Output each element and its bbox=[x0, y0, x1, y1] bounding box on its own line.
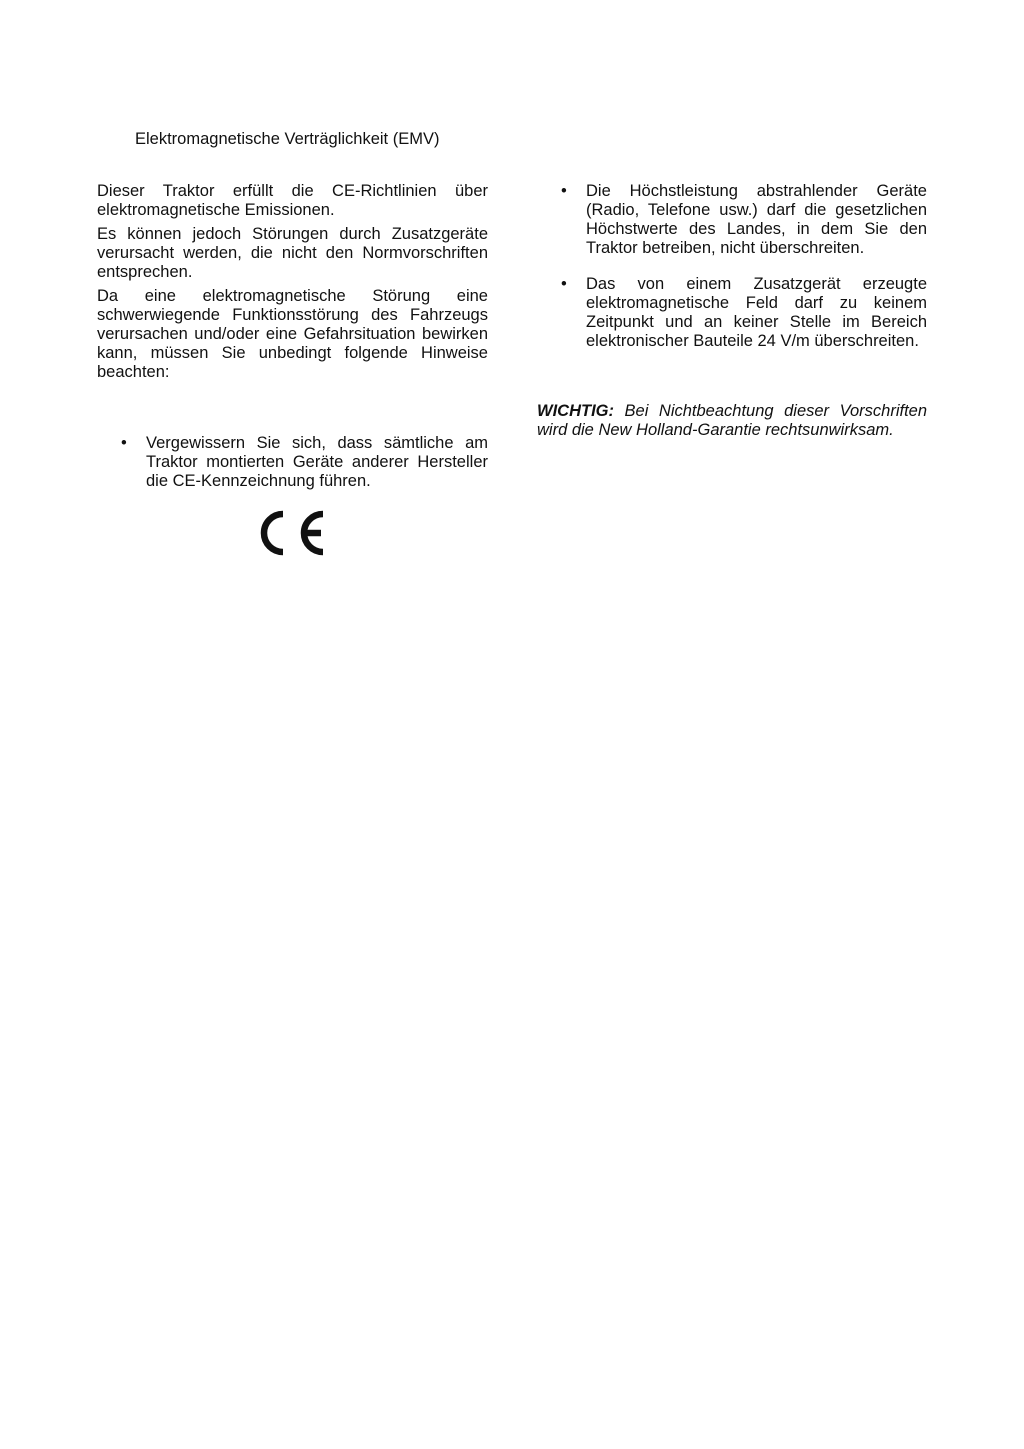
bullet-text: Das von einem Zusatzgerät erzeugte elektromagnetische Feld darf zu keinem Zeitpunkt und an keiner Stelle im Bereich elektronischer Bauteile 24 V/m überschreiten. bbox=[586, 275, 927, 350]
warning-text: Bei Nichtbeachtung dieser Vorschriften wird die New Holland-Garantie rechtsunwirksam. bbox=[537, 402, 928, 439]
warning-note bbox=[537, 402, 927, 440]
bullet-item-ce-marking bbox=[97, 434, 488, 491]
ce-mark-logo bbox=[259, 510, 327, 556]
bullet-icon: • bbox=[561, 182, 567, 200]
bullet-icon: • bbox=[561, 275, 567, 293]
bullet-text: Die Höchstleistung abstrahlender Geräte (Radio, Telefone usw.) darf die gesetzlichen Höchstwerte des Landes, in dem Sie den Traktor betreiben, nicht überschreiten. bbox=[586, 182, 927, 257]
warning-label: WICHTIG: bbox=[537, 402, 614, 420]
right-column bbox=[537, 182, 927, 457]
bullet-item-field-limit bbox=[537, 275, 927, 351]
left-column bbox=[97, 182, 488, 491]
section-heading: Elektromagnetische Verträglichkeit (EMV) bbox=[135, 130, 440, 148]
interference-paragraph: Es können jedoch Störungen durch Zusatzgeräte verursacht werden, die nicht den Normvorschriften entsprechen. bbox=[97, 225, 488, 281]
instructions-paragraph: Da eine elektromagnetische Störung eine schwerwiegende Funktionsstörung des Fahrzeugs verursachen und/oder eine Gefahrsituation bewirken kann, müssen Sie unbedingt folgende Hinweise beachten: bbox=[97, 287, 488, 381]
bullet-icon: • bbox=[121, 434, 127, 452]
bullet-text: Vergewissern Sie sich, dass sämtliche am Traktor montierten Geräte anderer Hersteller die CE-Kennzeichnung führen. bbox=[146, 434, 488, 490]
bullet-item-max-power bbox=[537, 182, 927, 258]
intro-paragraph: Dieser Traktor erfüllt die CE-Richtlinien über elektromagnetische Emissionen. bbox=[97, 182, 488, 219]
